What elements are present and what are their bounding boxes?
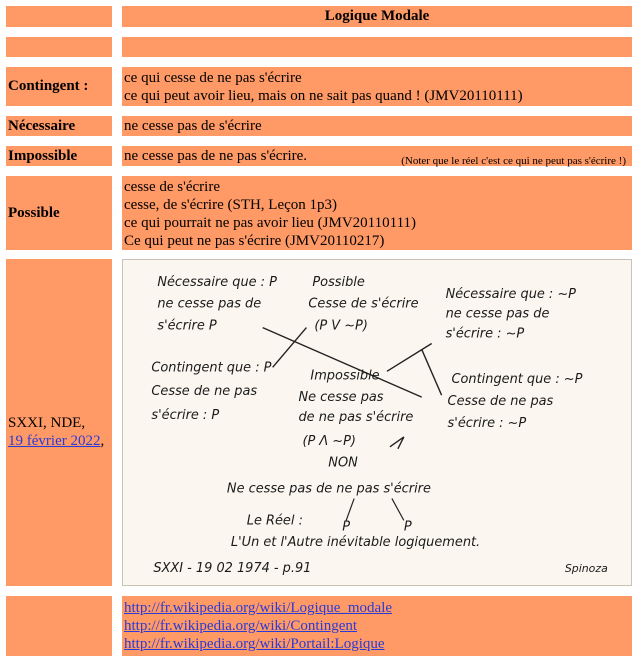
impossible-note: (Noter que le réel c'est ce qui ne peut pas s'écrire !) (401, 155, 626, 167)
necessaire-definition: ne cesse pas de s'écrire (122, 116, 632, 136)
hw-necessaire-left-2: ne cesse pas de (157, 296, 262, 312)
hw-bottom-2: Le Réel : (246, 513, 303, 529)
hw-impossible-4: (P Λ ~P) (302, 433, 356, 449)
link-portail-logique[interactable]: http://fr.wikipedia.org/wiki/Portail:Logique (124, 636, 385, 652)
diagonal-line-1 (263, 328, 422, 398)
hw-necessaire-right-3: s'écrire : ~P (445, 326, 525, 342)
page-title-text: Logique Modale (324, 8, 430, 24)
hw-impossible-1: Impossible (310, 368, 380, 384)
hw-bottom-p2: P (403, 519, 412, 535)
hw-impossible-2: Ne cesse pas (298, 390, 384, 406)
page-title (122, 6, 632, 27)
source-suffix: , (100, 432, 105, 449)
hw-contingent-right-1: Contingent que : ~P (451, 372, 583, 388)
links-label-cell (6, 596, 112, 656)
contingent-definition (122, 67, 632, 106)
hw-contingent-right-3: s'écrire : ~P (447, 415, 527, 431)
hw-possible-3: (P V ~P) (314, 318, 368, 334)
hw-contingent-right-2: Cesse de ne pas (447, 394, 554, 410)
contingent-line-2: ce qui peut avoir lieu, mais on ne sait pas quand ! (JMV20110111) (124, 88, 523, 104)
diagonal-line-4 (422, 349, 442, 395)
empty-content-cell (122, 37, 632, 57)
necessaire-label: Nécessaire (6, 116, 112, 136)
hw-possible-2: Cesse de s'écrire (308, 296, 419, 312)
hw-arrow-2 (392, 499, 404, 521)
hw-impossible-5: NON (328, 455, 358, 471)
title-label-cell (6, 6, 112, 27)
hw-possible-1: Possible (312, 274, 365, 290)
possible-line-1: cesse de s'écrire (124, 179, 220, 195)
source-date-link[interactable]: 19 février 2022 (8, 432, 101, 449)
possible-line-3: ce qui pourrait ne pas avoir lieu (JMV20110111) (124, 215, 417, 231)
link-logique-modale[interactable]: http://fr.wikipedia.org/wiki/Logique_modale (124, 600, 393, 616)
handwritten-diagram (151, 275, 607, 576)
empty-label-cell (6, 37, 112, 57)
source-cell (6, 259, 112, 586)
hw-arrow-1 (346, 499, 354, 521)
hw-contingent-left-1: Contingent que : P (151, 360, 272, 376)
possible-definition (122, 176, 632, 250)
hw-bottom-p1: P (342, 519, 351, 535)
hw-arrow-impossible (390, 437, 404, 449)
hw-necessaire-left-3: s'écrire P (157, 318, 217, 334)
possible-line-4: Ce qui peut ne pas s'écrire (JMV20110217) (124, 233, 385, 249)
hw-bottom-1: Ne cesse pas de ne pas s'écrire (226, 481, 431, 497)
hw-impossible-3: de ne pas s'écrire (298, 410, 414, 426)
impossible-label: Impossible (6, 146, 112, 166)
hw-contingent-left-3: s'écrire : P (151, 408, 220, 424)
impossible-definition: ne cesse pas de ne pas s'écrire. (Noter que le réel c'est ce qui ne peut pas s'écrire !) (122, 146, 632, 166)
link-contingent[interactable]: http://fr.wikipedia.org/wiki/Contingent (124, 618, 358, 634)
hw-necessaire-left-1: Nécessaire que : P (157, 274, 277, 290)
handwritten-modal-logic-scan (122, 259, 632, 586)
hw-necessaire-right-2: ne cesse pas de (445, 306, 550, 322)
links-cell (122, 596, 632, 656)
contingent-line-1: ce qui cesse de ne pas s'écrire (124, 70, 302, 86)
hw-necessaire-right-1: Nécessaire que : ~P (445, 286, 576, 302)
source-prefix: SXXI, NDE, (8, 414, 86, 431)
hw-signature-stamp: Spinoza (564, 562, 608, 576)
hw-bottom-5: SXXI - 19 02 1974 - p.91 (153, 561, 312, 577)
hw-contingent-left-2: Cesse de ne pas (151, 384, 258, 400)
possible-line-2: cesse, de s'écrire (STH, Leçon 1p3) (124, 197, 338, 213)
possible-label: Possible (6, 176, 112, 250)
hw-bottom-4: L'Un et l'Autre inévitable logiquement. (230, 535, 481, 551)
contingent-label: Contingent : (6, 67, 112, 106)
